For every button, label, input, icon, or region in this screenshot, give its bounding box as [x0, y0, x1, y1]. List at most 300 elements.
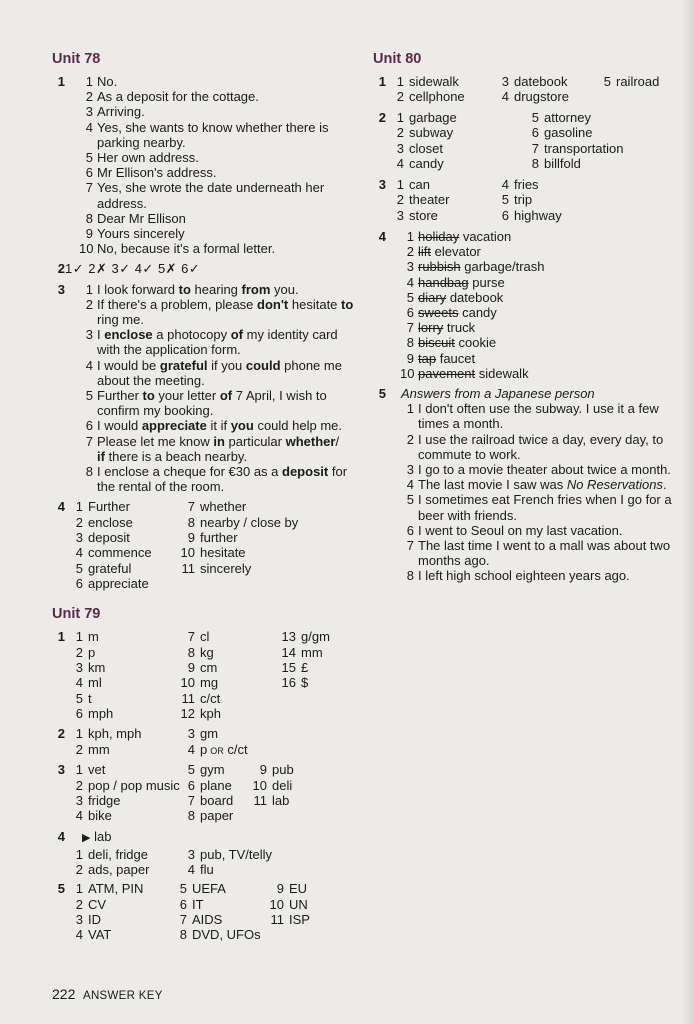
list-item: [403, 538, 681, 568]
grid-number: 1: [75, 629, 83, 645]
bold-answer: in: [213, 433, 225, 449]
grid-answer: fries: [514, 177, 539, 192]
grid-number: 8: [187, 644, 195, 660]
u80-exercise-4: [373, 229, 681, 381]
grid-number: 4: [75, 675, 83, 691]
replacement-word: faucet: [439, 350, 476, 366]
list-item: [403, 432, 681, 462]
replacement-word: purse: [472, 274, 505, 290]
grid-answer: m: [88, 629, 99, 645]
item-number: 3: [406, 462, 414, 478]
replacement-word: truck: [446, 320, 476, 336]
list-item: [82, 434, 362, 464]
grid-number: 2: [75, 777, 83, 793]
bold-answer: enclose: [104, 327, 153, 343]
item-number: 9: [85, 226, 93, 242]
item-text: As a deposit for the cottage.: [97, 89, 259, 105]
item-text: Yours sincerely: [97, 226, 185, 242]
list-item: [403, 351, 681, 366]
grid-number: 11: [181, 690, 195, 706]
bold-answer: if: [97, 448, 105, 464]
grid-number: 8: [187, 514, 195, 530]
u79-ex4-example: [82, 829, 362, 846]
grid-answer: railroad: [616, 74, 660, 89]
grid-number: 12: [180, 705, 195, 721]
grid-answer: deli: [272, 777, 293, 793]
list-item: [403, 259, 681, 274]
grid-number: 15: [281, 660, 296, 676]
item-text: Yes, she wrote the date underneath her address.: [97, 180, 325, 211]
grid-number: 11: [181, 560, 195, 576]
left-column: [52, 50, 362, 948]
replacement-word: sidewalk: [478, 365, 529, 381]
item-number: 6: [85, 418, 93, 434]
grid-answer: nearby / close by: [200, 514, 299, 530]
grid-number: 1: [75, 726, 83, 742]
grid-number: 6: [187, 777, 195, 793]
item-number: 7: [406, 320, 414, 336]
or-word: OR: [210, 745, 224, 756]
item-number: 2: [406, 244, 414, 260]
item-number: 10: [79, 241, 94, 257]
replacement-word: cookie: [458, 335, 497, 351]
exercise-number: 3: [57, 762, 65, 778]
list-item: [82, 464, 362, 494]
grid-answer: DVD, UFOs: [192, 927, 261, 943]
item-number: 2: [85, 296, 93, 312]
item-number: 7: [85, 180, 93, 196]
grid-number: 8: [179, 927, 187, 943]
grid-answer: $: [301, 675, 309, 691]
grid-answer: billfold: [544, 155, 581, 171]
replacement-word: vacation: [462, 229, 512, 244]
bold-answer: of: [219, 388, 233, 404]
text-part: I: [97, 327, 105, 343]
bold-answer: deposit: [282, 464, 329, 480]
bold-answer: to: [341, 296, 354, 312]
list-item: [82, 165, 362, 180]
grid-number: 9: [259, 762, 267, 778]
grid-answer: AIDS: [192, 912, 223, 928]
u79-exercise-3: [52, 762, 362, 824]
unit-78-title: Unit 78: [52, 51, 101, 67]
crossed-out-word: pavement: [418, 365, 476, 381]
crossed-out-word: rubbish: [418, 259, 461, 275]
grid-number: 2: [396, 89, 404, 105]
u78-exercise-4: [52, 499, 362, 591]
crossed-out-word: lorry: [418, 320, 444, 336]
movie-title: No Reservations: [566, 477, 663, 493]
crossed-out-word: holiday: [418, 229, 460, 244]
grid-answer: c/ct: [200, 690, 221, 706]
list-item: [403, 244, 681, 259]
grid-number: 3: [75, 530, 83, 546]
u80-ex5-list: [403, 401, 681, 583]
grid-number: 6: [531, 125, 539, 141]
grid-answer: grateful: [88, 560, 132, 576]
crossed-out-word: sweets: [418, 305, 459, 321]
grid-answer: Further: [88, 499, 130, 515]
list-item: [403, 275, 681, 290]
bold-answer: you: [230, 418, 254, 434]
text-part: my identity card with the application form.: [97, 327, 338, 358]
grid-number: 11: [270, 912, 284, 928]
text-part: Further: [97, 388, 143, 404]
list-item: [403, 305, 681, 320]
item-text: No.: [97, 74, 118, 89]
list-item: [403, 477, 681, 492]
bold-answer: whether: [285, 433, 336, 449]
text-part: you.: [270, 281, 299, 297]
text-part: there is a beach nearby.: [104, 448, 248, 464]
grid-number: 6: [179, 896, 187, 912]
exercise-number: 5: [57, 881, 65, 897]
grid-number: 6: [75, 705, 83, 721]
grid-answer: km: [88, 660, 106, 676]
grid-answer: vet: [88, 762, 106, 778]
grid-number: 5: [603, 74, 611, 89]
grid-number: 10: [269, 896, 284, 912]
grid-answer: CV: [88, 896, 107, 912]
item-text: Mr Ellison's address.: [97, 165, 217, 181]
text-part: Please let me know: [97, 433, 214, 449]
grid-answer: candy: [409, 155, 444, 171]
item-number: 7: [406, 538, 414, 554]
exercise-number: 2: [57, 261, 65, 277]
grid-answer: theater: [409, 192, 450, 208]
grid-answer: kg: [200, 644, 214, 660]
list-item: [82, 226, 362, 241]
item-text: I use the railroad twice a day, every day, to commute to work.: [418, 431, 664, 462]
grid-answer: highway: [514, 207, 562, 223]
list-item: [403, 229, 681, 244]
unit-79-title: Unit 79: [52, 606, 101, 623]
page-number: 222: [52, 986, 76, 1002]
grid-number: 1: [75, 499, 83, 515]
bold-answer: to: [142, 388, 155, 404]
text-part: I would: [97, 418, 142, 434]
grid-answer: ISP: [289, 912, 310, 928]
grid-number: 11: [253, 793, 267, 809]
grid-number: 5: [531, 110, 539, 125]
grid-number: 10: [252, 777, 267, 793]
grid-answer: enclose: [88, 514, 133, 530]
grid-answer: trip: [514, 192, 533, 208]
grid-answer: kph, mph: [88, 726, 142, 742]
grid-answer: IT: [192, 896, 204, 912]
grid-number: 2: [396, 125, 404, 141]
item-text: No, because it's a formal letter.: [97, 241, 276, 257]
text-part: particular: [224, 433, 286, 449]
grid-number: 4: [187, 861, 195, 877]
grid-number: 10: [180, 675, 195, 691]
grid-number: 4: [75, 927, 83, 943]
grid-number: 6: [75, 575, 83, 591]
example-answer: lab: [94, 829, 112, 845]
item-number: 5: [85, 388, 93, 404]
text-part: I would be: [97, 357, 160, 373]
exercise-number: 2: [57, 726, 65, 742]
item-number: 4: [85, 119, 93, 135]
grid-number: 7: [187, 499, 195, 515]
grid-number: 3: [396, 140, 404, 156]
item-number: 3: [85, 104, 93, 120]
grid-answer: gasoline: [544, 125, 593, 141]
grid-number: 3: [75, 660, 83, 676]
grid-answer: pop / pop music: [88, 777, 180, 793]
item-number: 8: [85, 464, 93, 480]
grid-answer: kph: [200, 705, 221, 721]
text-part: I look forward: [97, 281, 179, 297]
u80-exercise-5: [373, 386, 681, 584]
item-number: 5: [406, 289, 414, 305]
exercise-number: 4: [57, 829, 65, 845]
grid-number: 1: [396, 74, 404, 89]
text-part: hearing: [190, 281, 242, 297]
crossed-out-word: handbag: [418, 274, 469, 290]
grid-answer: [200, 742, 248, 759]
grid-number: 2: [396, 192, 404, 208]
bold-answer: don't: [257, 296, 289, 312]
grid-answer: cellphone: [409, 89, 465, 105]
u80-exercise-3: [373, 177, 681, 224]
grid-number: 7: [531, 140, 539, 156]
exercise-number: 1: [378, 74, 386, 89]
text-part: if you: [207, 357, 246, 373]
answer-p: p: [200, 741, 208, 757]
grid-number: 7: [187, 793, 195, 809]
replacement-word: candy: [462, 305, 497, 321]
grid-answer: lab: [272, 793, 290, 809]
grid-number: 9: [187, 660, 195, 676]
replacement-word: elevator: [434, 244, 481, 260]
grid-number: 8: [187, 808, 195, 824]
grid-number: 5: [75, 690, 83, 706]
grid-answer: flu: [200, 861, 214, 877]
list-item: [82, 74, 362, 89]
item-number: 7: [85, 433, 93, 449]
grid-number: 3: [75, 793, 83, 809]
list-item: [82, 327, 362, 357]
item-number: 5: [406, 492, 414, 508]
text-part: could help me.: [253, 418, 342, 434]
crossed-out-word: biscuit: [418, 335, 455, 351]
grid-answer: mg: [200, 675, 219, 691]
grid-number: 2: [75, 896, 83, 912]
arrow-icon: ▶: [82, 832, 91, 845]
item-number: 4: [85, 357, 93, 373]
list-item: [82, 358, 362, 388]
grid-answer: whether: [200, 499, 247, 515]
grid-number: 5: [179, 881, 187, 897]
bold-answer: appreciate: [141, 418, 207, 434]
item-text: The last time I went to a mall was about two months ago.: [418, 538, 671, 569]
grid-number: 3: [187, 846, 195, 862]
grid-answer: ml: [88, 675, 102, 691]
exercise-number: 2: [378, 110, 386, 125]
exercise-number: 4: [57, 499, 65, 515]
u78-exercise-1: [52, 74, 362, 256]
replacement-word: garbage/trash: [464, 259, 545, 275]
grid-number: 4: [75, 545, 83, 561]
grid-answer: ATM, PIN: [88, 881, 144, 897]
replacement-word: datebook: [449, 289, 504, 305]
grid-answer: VAT: [88, 927, 112, 943]
item-text: Arriving.: [97, 104, 145, 120]
grid-answer: g/gm: [301, 629, 330, 645]
grid-answer: sidewalk: [409, 74, 459, 89]
grid-answer: transportation: [544, 140, 624, 156]
u80-exercise-1: [373, 74, 681, 105]
item-number: 1: [406, 401, 414, 417]
grid-number: 7: [179, 912, 187, 928]
u79-exercise-5: [52, 881, 362, 943]
list-item: [82, 282, 362, 297]
grid-number: 4: [75, 808, 83, 824]
exercise-number: 5: [378, 386, 386, 402]
grid-answer: deposit: [88, 530, 130, 546]
list-item: [82, 89, 362, 104]
item-text: I left high school eighteen years ago.: [418, 568, 630, 584]
grid-number: 4: [187, 741, 195, 757]
bold-answer: grateful: [159, 357, 208, 373]
grid-answer: cm: [200, 660, 218, 676]
grid-answer: pub: [272, 762, 294, 778]
text-part: I enclose a cheque for €30 as a: [97, 464, 283, 480]
grid-answer: ads, paper: [88, 861, 150, 877]
grid-number: 1: [75, 881, 83, 897]
grid-answer: cl: [200, 629, 210, 645]
list-item: [400, 365, 681, 381]
item-number: 9: [406, 350, 414, 366]
grid-answer: garbage: [409, 110, 457, 125]
text-part: If there's a problem, please: [97, 296, 258, 312]
item-number: 4: [406, 274, 414, 290]
grid-number: 6: [501, 207, 509, 223]
bold-answer: to: [178, 281, 191, 297]
grid-number: 2: [75, 861, 83, 877]
grid-answer: bike: [88, 808, 112, 824]
list-item: [82, 104, 362, 119]
item-text: I don't often use the subway. I use it a few times a month.: [418, 401, 659, 432]
grid-number: 7: [187, 629, 195, 645]
exercise-number: 4: [378, 229, 386, 244]
item-number: 8: [85, 210, 93, 226]
u78-exercise-2: [52, 261, 362, 276]
grid-number: 5: [501, 192, 509, 208]
grid-answer: appreciate: [88, 575, 149, 591]
text-part: for the rental of the room.: [97, 464, 348, 495]
item-number: 1: [406, 229, 414, 244]
list-item: [82, 150, 362, 165]
grid-answer: board: [200, 793, 234, 809]
item-text: Dear Mr Ellison: [97, 210, 186, 226]
grid-number: 4: [501, 89, 509, 105]
item-number: 8: [406, 568, 414, 584]
list-item: [82, 388, 362, 418]
page-footer: [52, 986, 163, 1002]
grid-number: 13: [281, 629, 296, 645]
crossed-out-word: lift: [418, 244, 431, 260]
list-item: [82, 418, 362, 433]
grid-number: 1: [396, 177, 404, 192]
footer-label: ANSWER KEY: [82, 990, 163, 1002]
text-part: /: [335, 433, 340, 449]
grid-answer: subway: [409, 125, 454, 141]
grid-number: 1: [75, 762, 83, 778]
grid-answer: pub, TV/telly: [200, 846, 273, 862]
item-number: 2: [85, 89, 93, 105]
grid-answer: plane: [200, 777, 232, 793]
grid-answer: £: [301, 660, 309, 676]
text-part: phone me about the meeting.: [97, 357, 342, 388]
item-number: 6: [85, 165, 93, 181]
grid-answer: deli, fridge: [88, 846, 148, 862]
u80-exercise-2: [373, 110, 681, 172]
list-item: [403, 568, 681, 583]
ex5-heading-text: Answers from a Japanese person: [401, 386, 595, 402]
list-item: [82, 211, 362, 226]
bold-answer: of: [230, 327, 243, 343]
grid-answer: can: [409, 177, 430, 192]
list-item: [82, 297, 362, 327]
grid-number: 1: [396, 110, 404, 125]
item-number: 6: [406, 522, 414, 538]
text-part: 7 April, I wish to confirm my booking.: [97, 388, 327, 419]
grid-number: 5: [75, 560, 83, 576]
list-item: [403, 320, 681, 335]
u80-ex4-list: [400, 229, 681, 381]
grid-number: 3: [187, 726, 195, 742]
grid-answer: mph: [88, 705, 114, 721]
grid-answer: paper: [200, 808, 234, 824]
item-text: I went to Seoul on my last vacation.: [418, 522, 623, 538]
item-text: I go to a movie theater about twice a month.: [418, 462, 671, 478]
grid-number: 3: [396, 207, 404, 223]
exercise-number: 3: [378, 177, 386, 192]
list-item: [403, 401, 681, 431]
list-item: [403, 290, 681, 305]
list-item: [403, 462, 681, 477]
grid-answer: UEFA: [192, 881, 226, 897]
grid-number: 10: [180, 545, 195, 561]
item-text: I sometimes eat French fries when I go for a beer with friends.: [418, 492, 672, 523]
item-number: 4: [406, 477, 414, 493]
grid-number: 4: [501, 177, 509, 192]
item-number: 3: [85, 327, 93, 343]
grid-answer: p: [88, 644, 96, 660]
text-part: hesitate: [288, 296, 342, 312]
item-number: 1: [85, 74, 93, 89]
u80-ex5-heading: [401, 386, 681, 401]
grid-number: 9: [276, 881, 284, 897]
crossed-out-word: tap: [418, 350, 437, 366]
item-text: The last movie I saw was: [418, 477, 567, 493]
list-item: [79, 241, 362, 257]
grid-answer: gym: [200, 762, 225, 778]
grid-answer: fridge: [88, 793, 121, 809]
text-part: a photocopy: [152, 327, 231, 343]
u78-exercise-3: [52, 282, 362, 495]
grid-number: 5: [187, 762, 195, 778]
grid-answer: mm: [301, 644, 323, 660]
grid-number: 3: [501, 74, 509, 89]
grid-number: 2: [75, 741, 83, 757]
list-item: [403, 335, 681, 350]
u79-exercise-1: [52, 629, 362, 721]
crossed-out-word: diary: [418, 289, 447, 305]
grid-answer: commence: [88, 545, 152, 561]
